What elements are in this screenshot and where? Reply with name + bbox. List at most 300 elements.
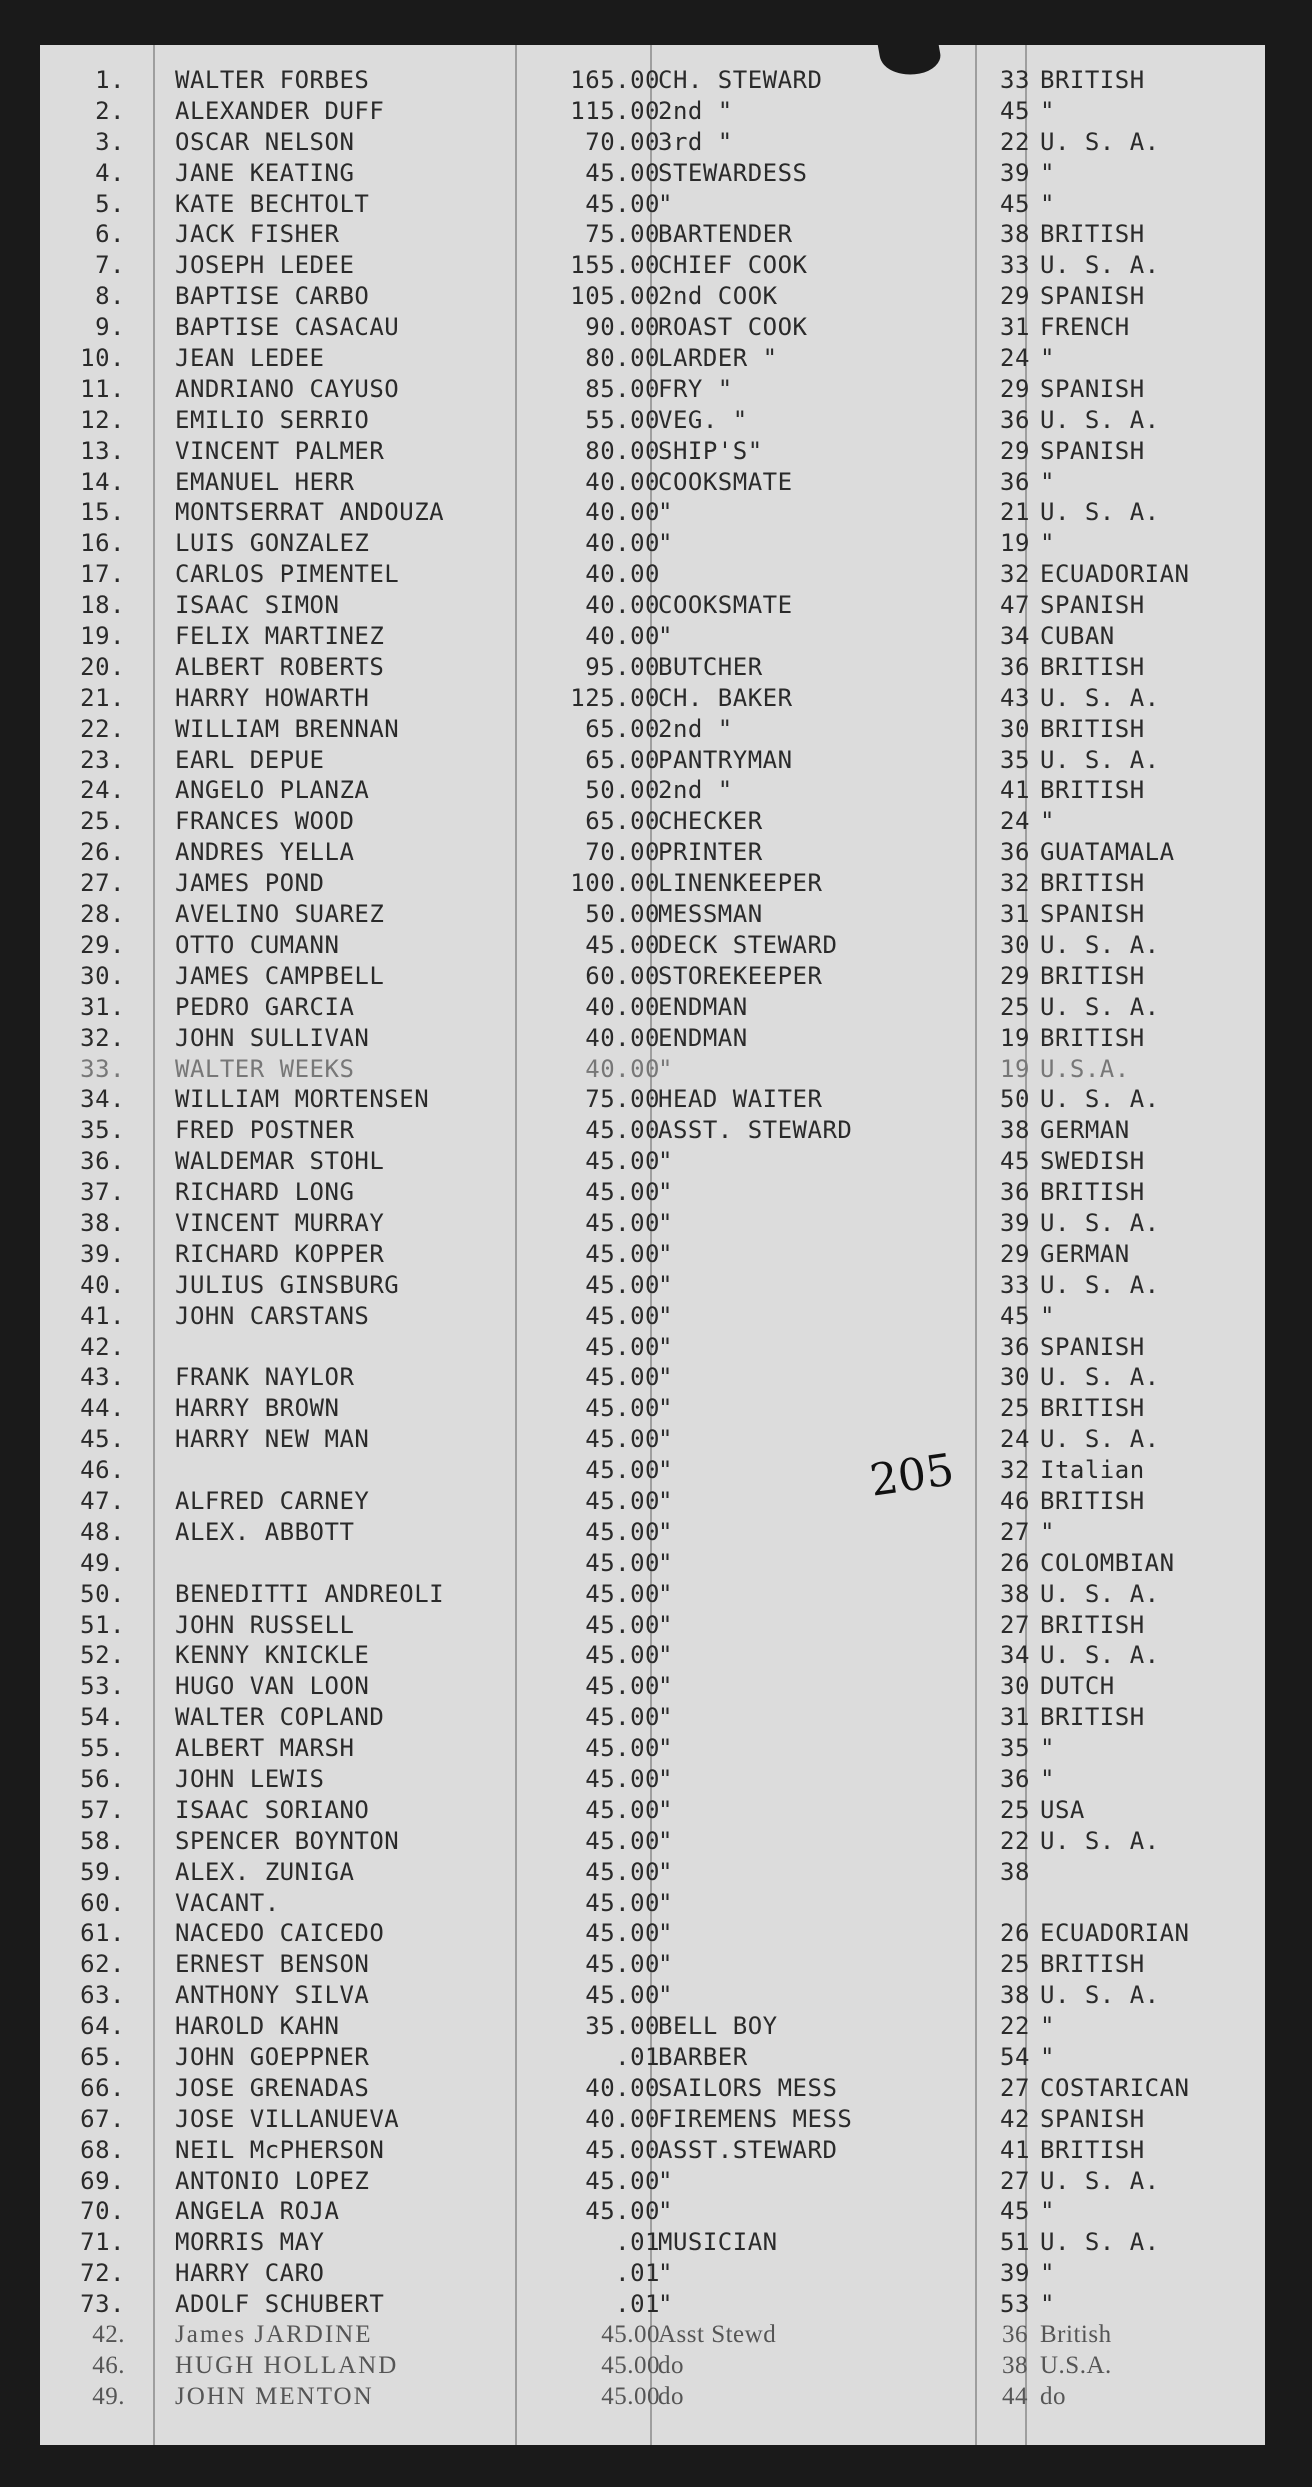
row-number: 26.	[80, 838, 125, 867]
nationality: U. S. A.	[1040, 1208, 1160, 1237]
rating: SAILORS MESS	[658, 2073, 838, 2102]
age: 36	[1000, 1178, 1030, 1207]
monthly-wage: 45.00	[585, 1116, 660, 1145]
crew-row	[40, 219, 1265, 250]
rating: "	[658, 1734, 673, 1763]
rating: 2nd "	[658, 776, 733, 805]
nationality: SPANISH	[1040, 436, 1145, 465]
nationality: U. S. A.	[1040, 1270, 1160, 1299]
row-number: 35.	[80, 1116, 125, 1145]
monthly-wage: 40.00	[585, 992, 660, 1021]
age: 36	[1002, 2321, 1028, 2349]
row-number: 43.	[80, 1363, 125, 1392]
crew-rows	[40, 65, 1265, 2413]
monthly-wage: 45.00	[585, 158, 660, 187]
crew-name: ALFRED CARNEY	[175, 1486, 370, 1515]
crew-list-page	[40, 45, 1265, 2445]
nationality: USA	[1040, 1795, 1085, 1824]
rating: "	[658, 2290, 673, 2319]
nationality: "	[1040, 529, 1055, 558]
nationality: BRITISH	[1040, 776, 1145, 805]
monthly-wage: 45.00	[585, 1548, 660, 1577]
nationality: "	[1040, 2012, 1055, 2041]
age: 50	[1000, 1085, 1030, 1114]
row-number: 48.	[80, 1517, 125, 1546]
crew-row	[40, 250, 1265, 281]
age: 29	[1000, 961, 1030, 990]
crew-name: WALDEMAR STOHL	[175, 1147, 385, 1176]
row-number: 37.	[80, 1178, 125, 1207]
crew-row	[40, 1332, 1265, 1363]
nationality: ECUADORIAN	[1040, 560, 1190, 589]
rating: "	[658, 1239, 673, 1268]
age: 36	[1000, 652, 1030, 681]
crew-name: JOHN LEWIS	[175, 1764, 325, 1793]
age: 19	[1000, 1054, 1030, 1083]
rating: CHIEF COOK	[658, 251, 808, 280]
row-number: 19.	[80, 622, 125, 651]
nationality: SPANISH	[1040, 2104, 1145, 2133]
age: 27	[1000, 1610, 1030, 1639]
monthly-wage: 40.00	[585, 622, 660, 651]
crew-row	[40, 775, 1265, 806]
nationality: "	[1040, 807, 1055, 836]
crew-row	[40, 683, 1265, 714]
row-number: 31.	[80, 992, 125, 1021]
rating: "	[658, 1394, 673, 1423]
rating: CHECKER	[658, 807, 763, 836]
age: 44	[1002, 2382, 1028, 2410]
crew-row	[40, 65, 1265, 96]
nationality: BRITISH	[1040, 220, 1145, 249]
nationality: do	[1040, 2382, 1066, 2410]
rating: PRINTER	[658, 838, 763, 867]
crew-row	[40, 1517, 1265, 1548]
rating: COOKSMATE	[658, 467, 793, 496]
nationality: SPANISH	[1040, 282, 1145, 311]
age: 27	[1000, 1517, 1030, 1546]
row-number: 57.	[80, 1795, 125, 1824]
age: 27	[1000, 2073, 1030, 2102]
rating: "	[658, 1888, 673, 1917]
monthly-wage: 115.00	[570, 96, 660, 125]
crew-row	[40, 467, 1265, 498]
row-number: 72.	[80, 2259, 125, 2288]
nationality: DUTCH	[1040, 1672, 1115, 1701]
crew-name: JOHN RUSSELL	[175, 1610, 355, 1639]
row-number: 47.	[80, 1486, 125, 1515]
rating: "	[658, 1764, 673, 1793]
crew-name: ISAAC SIMON	[175, 591, 340, 620]
crew-row	[40, 2011, 1265, 2042]
crew-row	[40, 2166, 1265, 2197]
crew-row	[40, 2289, 1265, 2320]
crew-name: HARRY BROWN	[175, 1394, 340, 1423]
crew-name: JOSE GRENADAS	[175, 2073, 370, 2102]
monthly-wage: 45.00	[585, 1672, 660, 1701]
rating: "	[658, 1178, 673, 1207]
nationality: BRITISH	[1040, 1950, 1145, 1979]
crew-name: EARL DEPUE	[175, 745, 325, 774]
row-number: 30.	[80, 961, 125, 990]
monthly-wage: 40.00	[585, 1054, 660, 1083]
monthly-wage: 45.00	[585, 1579, 660, 1608]
crew-row	[40, 1177, 1265, 1208]
age: 30	[1000, 930, 1030, 959]
age: 29	[1000, 282, 1030, 311]
rating: "	[658, 2197, 673, 2226]
rating: "	[658, 2259, 673, 2288]
nationality: U.S.A.	[1040, 1054, 1130, 1083]
age: 33	[1000, 66, 1030, 94]
crew-name: WILLIAM BRENNAN	[175, 714, 400, 743]
monthly-wage: 40.00	[585, 2073, 660, 2102]
monthly-wage: .01	[615, 2290, 660, 2319]
crew-row	[40, 96, 1265, 127]
monthly-wage: 45.00	[601, 2321, 660, 2349]
monthly-wage: .01	[615, 2259, 660, 2288]
crew-row	[40, 652, 1265, 683]
crew-name: CARLOS PIMENTEL	[175, 560, 400, 589]
row-number: 61.	[80, 1919, 125, 1948]
rating: do	[658, 2382, 684, 2410]
rating: 2nd "	[658, 96, 733, 125]
age: 36	[1000, 1764, 1030, 1793]
crew-name: ALEXANDER DUFF	[175, 96, 385, 125]
row-number: 39.	[80, 1239, 125, 1268]
rating: SHIP'S"	[658, 436, 763, 465]
crew-row	[40, 528, 1265, 559]
crew-name: RICHARD LONG	[175, 1178, 355, 1207]
age: 27	[1000, 2166, 1030, 2195]
nationality: BRITISH	[1040, 1178, 1145, 1207]
crew-name: ISAAC SORIANO	[175, 1795, 370, 1824]
crew-row	[40, 1362, 1265, 1393]
nationality: "	[1040, 2197, 1055, 2226]
rating: "	[658, 529, 673, 558]
row-number: 46.	[80, 1456, 125, 1485]
row-number: 65.	[80, 2043, 125, 2071]
rating: ENDMAN	[658, 1023, 748, 1052]
age: 24	[1000, 807, 1030, 836]
row-number: 46.	[92, 2351, 125, 2379]
age: 51	[1000, 2228, 1030, 2257]
monthly-wage: 45.00	[585, 2166, 660, 2195]
age: 22	[1000, 1826, 1030, 1855]
monthly-wage: 45.00	[585, 1270, 660, 1299]
rating: "	[658, 1548, 673, 1577]
crew-row	[40, 1733, 1265, 1764]
rating: BARBER	[658, 2043, 748, 2071]
crew-row	[40, 899, 1265, 930]
crew-row	[40, 1270, 1265, 1301]
monthly-wage: 45.00	[585, 2135, 660, 2164]
monthly-wage: 55.00	[585, 405, 660, 434]
age: 53	[1000, 2290, 1030, 2319]
age: 32	[1000, 560, 1030, 589]
nationality: SPANISH	[1040, 900, 1145, 929]
nationality: COLOMBIAN	[1040, 1548, 1175, 1577]
rating: BARTENDER	[658, 220, 793, 249]
nationality: BRITISH	[1040, 1486, 1145, 1515]
age: 33	[1000, 251, 1030, 280]
nationality: U. S. A.	[1040, 992, 1160, 1021]
nationality: U. S. A.	[1040, 930, 1160, 959]
rating: "	[658, 189, 673, 218]
crew-row	[40, 2073, 1265, 2104]
crew-row	[40, 374, 1265, 405]
nationality: GERMAN	[1040, 1116, 1130, 1145]
row-number: 49.	[92, 2382, 125, 2410]
monthly-wage: 45.00	[585, 1394, 660, 1423]
monthly-wage: 40.00	[585, 560, 660, 589]
nationality: BRITISH	[1040, 1394, 1145, 1423]
rating: ENDMAN	[658, 992, 748, 1021]
rating: "	[658, 1301, 673, 1330]
row-number: 18.	[80, 591, 125, 620]
crew-name: JEAN LEDEE	[175, 344, 325, 373]
crew-row	[40, 1857, 1265, 1888]
monthly-wage: 45.00	[585, 1486, 660, 1515]
nationality: U. S. A.	[1040, 745, 1160, 774]
rating: "	[658, 1425, 673, 1454]
nationality: U. S. A.	[1040, 1826, 1160, 1855]
age: 39	[1000, 1208, 1030, 1237]
crew-name: ALBERT ROBERTS	[175, 652, 385, 681]
monthly-wage: 95.00	[585, 652, 660, 681]
nationality: SPANISH	[1040, 591, 1145, 620]
monthly-wage: 45.00	[585, 1239, 660, 1268]
crew-row	[40, 2382, 1265, 2413]
rating: "	[658, 1672, 673, 1701]
row-number: 40.	[80, 1270, 125, 1299]
rating: FIREMENS MESS	[658, 2104, 853, 2133]
row-number: 4.	[95, 158, 125, 187]
crew-row	[40, 2320, 1265, 2351]
crew-name: HAROLD KAHN	[175, 2012, 340, 2041]
crew-name: NEIL McPHERSON	[175, 2135, 385, 2164]
age: 30	[1000, 714, 1030, 743]
crew-name: HARRY CARO	[175, 2259, 325, 2288]
rating: BUTCHER	[658, 652, 763, 681]
crew-name: ADOLF SCHUBERT	[175, 2290, 385, 2319]
row-number: 33.	[80, 1054, 125, 1083]
monthly-wage: 45.00	[585, 1178, 660, 1207]
rating: "	[658, 1332, 673, 1361]
rating: STOREKEEPER	[658, 961, 823, 990]
crew-row	[40, 714, 1265, 745]
nationality: BRITISH	[1040, 714, 1145, 743]
rating: "	[658, 1579, 673, 1608]
row-number: 49.	[80, 1548, 125, 1577]
age: 30	[1000, 1672, 1030, 1701]
row-number: 21.	[80, 683, 125, 712]
crew-name: FRED POSTNER	[175, 1116, 355, 1145]
crew-row	[40, 1084, 1265, 1115]
age: 32	[1000, 1456, 1030, 1485]
crew-row	[40, 1023, 1265, 1054]
age: 45	[1000, 1147, 1030, 1176]
nationality: BRITISH	[1040, 869, 1145, 898]
nationality: GERMAN	[1040, 1239, 1130, 1268]
crew-name: JOHN MENTON	[175, 2382, 374, 2410]
crew-row	[40, 1208, 1265, 1239]
rating: LARDER "	[658, 344, 778, 373]
rating: "	[658, 1363, 673, 1392]
crew-name: JAMES CAMPBELL	[175, 961, 385, 990]
rating: "	[658, 1147, 673, 1176]
row-number: 7.	[95, 251, 125, 280]
monthly-wage: 45.00	[585, 1363, 660, 1392]
age: 36	[1000, 1332, 1030, 1361]
monthly-wage: 45.00	[585, 1641, 660, 1670]
crew-row	[40, 343, 1265, 374]
age: 47	[1000, 591, 1030, 620]
crew-name: VACANT.	[175, 1888, 280, 1917]
age: 45	[1000, 189, 1030, 218]
crew-name: ANDRES YELLA	[175, 838, 355, 867]
rating: "	[658, 622, 673, 651]
crew-row	[40, 1980, 1265, 2011]
age: 30	[1000, 1363, 1030, 1392]
monthly-wage: 45.00	[585, 1610, 660, 1639]
monthly-wage: 45.00	[585, 2197, 660, 2226]
nationality: COSTARICAN	[1040, 2073, 1190, 2102]
age: 45	[1000, 2197, 1030, 2226]
row-number: 42.	[80, 1332, 125, 1361]
rating: CH. BAKER	[658, 683, 793, 712]
row-number: 3.	[95, 127, 125, 156]
crew-name: VINCENT MURRAY	[175, 1208, 385, 1237]
crew-row	[40, 1826, 1265, 1857]
nationality: "	[1040, 1301, 1055, 1330]
row-number: 42.	[92, 2321, 125, 2349]
row-number: 44.	[80, 1394, 125, 1423]
nationality: U. S. A.	[1040, 1425, 1160, 1454]
rating: "	[658, 1857, 673, 1886]
crew-name: LUIS GONZALEZ	[175, 529, 370, 558]
rating: "	[658, 1641, 673, 1670]
crew-name: EMANUEL HERR	[175, 467, 355, 496]
rating: "	[658, 1919, 673, 1948]
row-number: 66.	[80, 2073, 125, 2102]
age: 19	[1000, 529, 1030, 558]
crew-row	[40, 2258, 1265, 2289]
age: 26	[1000, 1919, 1030, 1948]
crew-name: JAMES POND	[175, 869, 325, 898]
rating: BELL BOY	[658, 2012, 778, 2041]
age: 29	[1000, 374, 1030, 403]
age: 46	[1000, 1486, 1030, 1515]
crew-row	[40, 1115, 1265, 1146]
crew-name: NACEDO CAICEDO	[175, 1919, 385, 1948]
crew-row	[40, 158, 1265, 189]
rating: MESSMAN	[658, 900, 763, 929]
row-number: 36.	[80, 1147, 125, 1176]
rating: 2nd COOK	[658, 282, 778, 311]
row-number: 23.	[80, 745, 125, 774]
age: 41	[1000, 776, 1030, 805]
row-number: 68.	[80, 2135, 125, 2164]
age: 31	[1000, 313, 1030, 342]
nationality: U. S. A.	[1040, 2228, 1160, 2257]
row-number: 34.	[80, 1085, 125, 1114]
rating: MUSICIAN	[658, 2228, 778, 2257]
rating: "	[658, 1950, 673, 1979]
nationality: U. S. A.	[1040, 405, 1160, 434]
row-number: 69.	[80, 2166, 125, 2195]
row-number: 12.	[80, 405, 125, 434]
rating: "	[658, 1486, 673, 1515]
nationality: FRENCH	[1040, 313, 1130, 342]
crew-name: ANGELA ROJA	[175, 2197, 340, 2226]
nationality: U. S. A.	[1040, 683, 1160, 712]
crew-name: AVELINO SUAREZ	[175, 900, 385, 929]
rating: "	[658, 1703, 673, 1732]
age: 38	[1002, 2351, 1028, 2379]
nationality: British	[1040, 2321, 1112, 2349]
page-number-stamp: 205	[866, 1444, 958, 1507]
age: 54	[1000, 2043, 1030, 2071]
crew-row	[40, 405, 1265, 436]
nationality: "	[1040, 2259, 1055, 2288]
rating: HEAD WAITER	[658, 1085, 823, 1114]
age: 45	[1000, 96, 1030, 125]
crew-name: HUGH HOLLAND	[175, 2351, 399, 2379]
monthly-wage: 50.00	[585, 900, 660, 929]
nationality: U. S. A.	[1040, 498, 1160, 527]
crew-name: JOHN CARSTANS	[175, 1301, 370, 1330]
monthly-wage: 80.00	[585, 344, 660, 373]
crew-row	[40, 1640, 1265, 1671]
nationality: U. S. A.	[1040, 127, 1160, 156]
age: 42	[1000, 2104, 1030, 2133]
crew-name: HUGO VAN LOON	[175, 1672, 370, 1701]
crew-row	[40, 497, 1265, 528]
crew-row	[40, 436, 1265, 467]
crew-name: PEDRO GARCIA	[175, 992, 355, 1021]
crew-name: MORRIS MAY	[175, 2228, 325, 2257]
row-number: 5.	[95, 189, 125, 218]
monthly-wage: .01	[615, 2228, 660, 2257]
nationality: BRITISH	[1040, 1703, 1145, 1732]
row-number: 17.	[80, 560, 125, 589]
crew-name: James JARDINE	[175, 2321, 373, 2349]
monthly-wage: 65.00	[585, 714, 660, 743]
crew-row	[40, 2351, 1265, 2382]
crew-row	[40, 868, 1265, 899]
nationality: "	[1040, 1734, 1055, 1763]
row-number: 56.	[80, 1764, 125, 1793]
monthly-wage: 45.00	[601, 2351, 660, 2379]
crew-name: FRANK NAYLOR	[175, 1363, 355, 1392]
crew-name: EMILIO SERRIO	[175, 405, 370, 434]
crew-name: ALEX. ZUNIGA	[175, 1857, 355, 1886]
crew-row	[40, 1579, 1265, 1610]
monthly-wage: 45.00	[585, 1456, 660, 1485]
crew-row	[40, 2042, 1265, 2073]
crew-name: WALTER WEEKS	[175, 1054, 355, 1083]
rating: ASST. STEWARD	[658, 1116, 853, 1145]
rating: 3rd "	[658, 127, 733, 156]
row-number: 60.	[80, 1888, 125, 1917]
age: 38	[1000, 220, 1030, 249]
monthly-wage: 40.00	[585, 529, 660, 558]
monthly-wage: 80.00	[585, 436, 660, 465]
row-number: 9.	[95, 313, 125, 342]
rating: 2nd "	[658, 714, 733, 743]
crew-name: JACK FISHER	[175, 220, 340, 249]
